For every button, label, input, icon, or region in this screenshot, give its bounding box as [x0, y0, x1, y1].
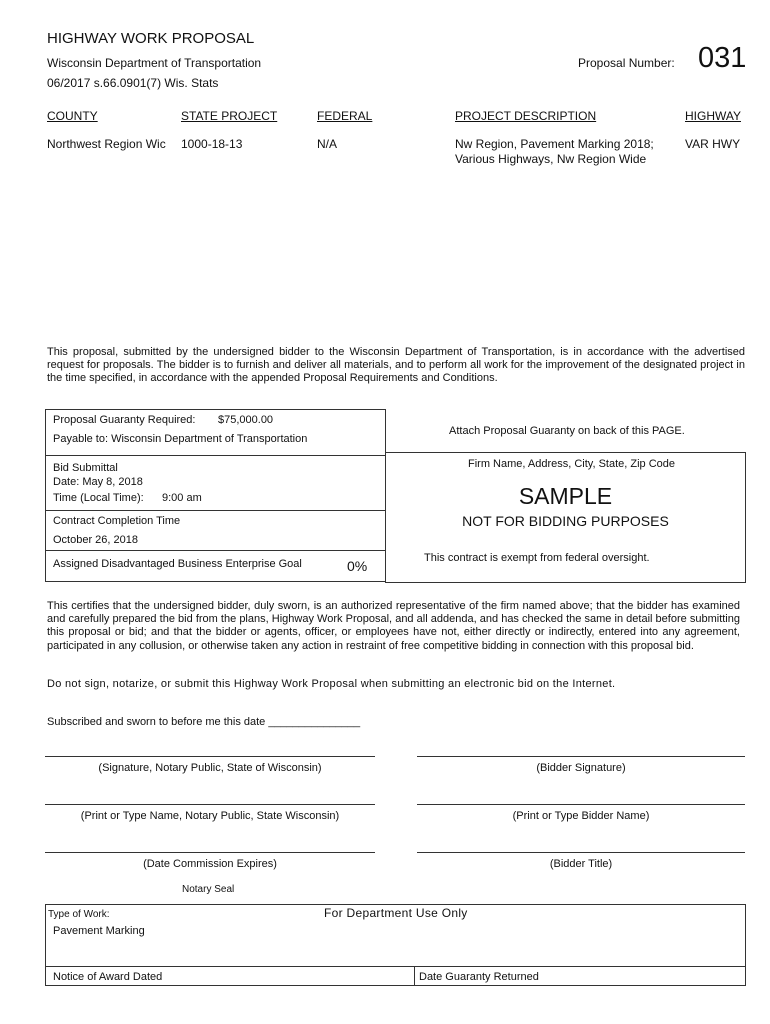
commission-line[interactable] [45, 852, 375, 853]
bid-time-label: Time (Local Time): [53, 492, 144, 504]
guaranty-amount: $75,000.00 [218, 414, 274, 426]
department-use-heading: For Department Use Only [324, 906, 468, 920]
guaranty-payable: Payable to: Wisconsin Department of Transportation [53, 433, 308, 445]
type-of-work-value: Pavement Marking [53, 925, 145, 937]
completion-date: October 26, 2018 [53, 534, 139, 546]
commission-label: (Date Commission Expires) [143, 858, 277, 870]
notary-name-label: (Print or Type Name, Notary Public, State Wisconsin) [80, 810, 340, 822]
column-federal: FEDERAL [317, 109, 373, 123]
highway-value: VAR HWY [685, 137, 741, 151]
notice-of-award-label: Notice of Award Dated [53, 971, 163, 983]
column-project-description: PROJECT DESCRIPTION [455, 109, 597, 123]
dbe-goal-label: Assigned Disadvantaged Business Enterprise Goal [53, 558, 302, 570]
intro-paragraph: This proposal, submitted by the undersigned bidder to the Wisconsin Department of Transportation, is in accordance with the advertised request for proposals. The bidder is to furnish and deliver all materials, and to perform all work for the improvement of the designated project in the time specified, in accordance with the appended Proposal Requirements and Conditions. [47, 346, 745, 385]
sworn-statement: Subscribed and sworn to before me this date _______________ [47, 716, 361, 728]
proposal-number-label: Proposal Number: [578, 56, 675, 70]
description-line-2: Various Highways, Nw Region Wide [455, 152, 647, 166]
description-line-1: Nw Region, Pavement Marking 2018; [455, 137, 654, 151]
bid-submittal-heading: Bid Submittal [53, 462, 118, 474]
notary-signature-line[interactable] [45, 756, 375, 757]
bid-date: Date: May 8, 2018 [53, 476, 143, 488]
not-for-bidding-notice: NOT FOR BIDDING PURPOSES [462, 513, 669, 529]
firm-label: Firm Name, Address, City, State, Zip Code [468, 458, 676, 470]
proposal-number: 031 [698, 42, 747, 74]
certification-paragraph: This certifies that the undersigned bidder, duly sworn, is an authorized representative of the firm named above; that the bidder has examined and carefully prepared the bid from the plans, Highway Work Proposal, and all addenda, and has checked the same in detail before submitting this proposal or bid; and that the bidder or agents, officer, or employees have not, either directly or indirectly, entered into any agreement, participated in any collusion, or otherwise taken any action in restraint of free competitive bidding in connection with this proposal bid. [47, 600, 740, 652]
page-title: HIGHWAY WORK PROPOSAL [47, 30, 255, 47]
form-reference: 06/2017 s.66.0901(7) Wis. Stats [47, 76, 219, 90]
bidder-signature-line[interactable] [417, 756, 745, 757]
notary-name-line[interactable] [45, 804, 375, 805]
bid-time-value: 9:00 am [162, 492, 202, 504]
dbe-goal-value: 0% [347, 558, 368, 574]
county-value: Northwest Region Wic [47, 137, 166, 151]
notary-seal-label: Notary Seal [182, 884, 235, 895]
sample-watermark: SAMPLE [518, 483, 613, 509]
federal-exempt-note: This contract is exempt from federal oversight. [424, 552, 650, 564]
bidder-name-line[interactable] [417, 804, 745, 805]
bidder-signature-label: (Bidder Signature) [536, 762, 626, 774]
completion-heading: Contract Completion Time [53, 515, 181, 527]
type-of-work-label: Type of Work: [48, 909, 110, 920]
state-project-value: 1000-18-13 [181, 137, 243, 151]
bidder-name-label: (Print or Type Bidder Name) [512, 810, 650, 822]
column-county: COUNTY [47, 109, 98, 123]
bidder-title-line[interactable] [417, 852, 745, 853]
federal-value: N/A [317, 137, 338, 151]
guaranty-attach-note: Attach Proposal Guaranty on back of this PAGE. [449, 425, 685, 437]
bidder-title-label: (Bidder Title) [549, 858, 613, 870]
electronic-bid-note: Do not sign, notarize, or submit this Highway Work Proposal when submitting an electronic bid on the Internet. [47, 678, 616, 690]
column-highway: HIGHWAY [685, 109, 741, 123]
guaranty-returned-label: Date Guaranty Returned [419, 971, 539, 983]
department-name: Wisconsin Department of Transportation [47, 56, 262, 70]
notary-signature-label: (Signature, Notary Public, State of Wisconsin) [98, 762, 322, 774]
guaranty-required-label: Proposal Guaranty Required: [53, 414, 196, 426]
column-state-project: STATE PROJECT [181, 109, 278, 123]
